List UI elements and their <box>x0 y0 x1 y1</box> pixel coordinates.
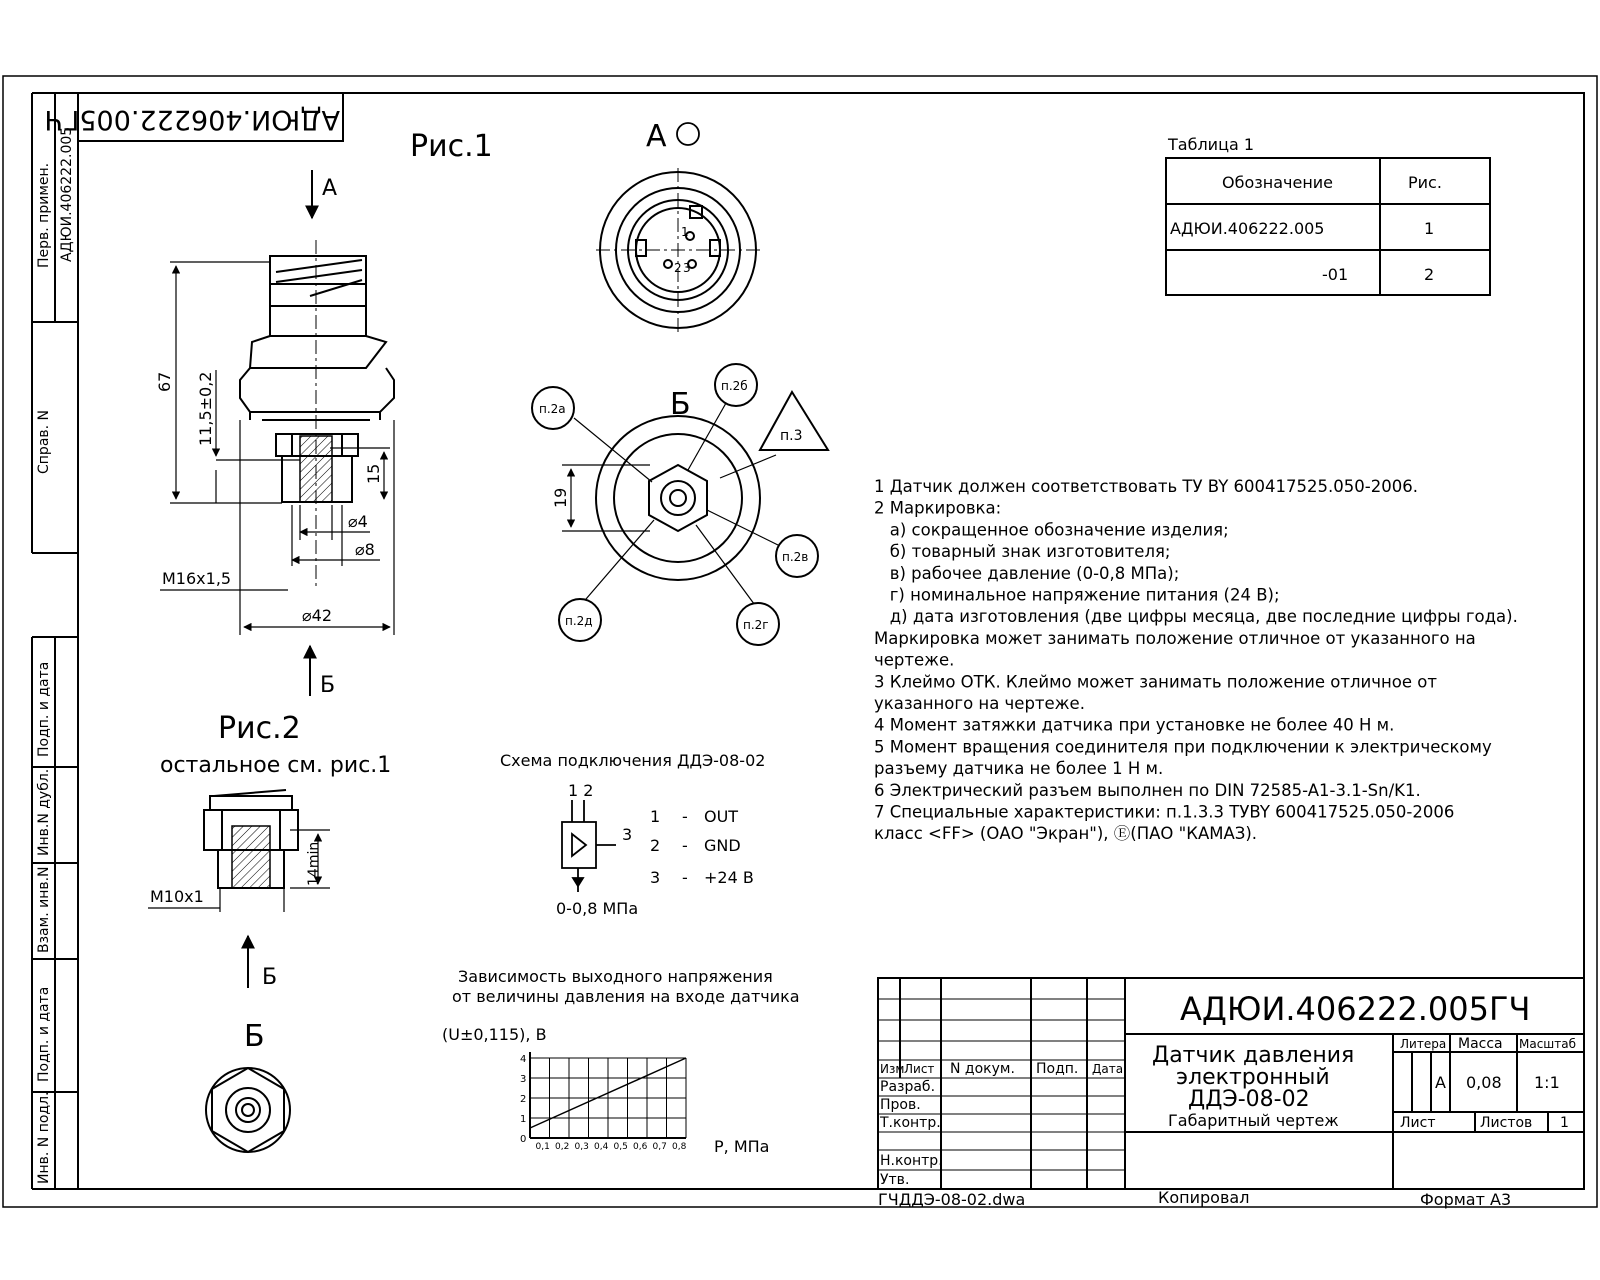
fig2-thread-hatch <box>232 826 270 888</box>
tb-massa: Масса <box>1458 1036 1503 1052</box>
svg-text:п.2г: п.2г <box>743 618 769 632</box>
chart-x-tick-label: 0,7 <box>652 1142 667 1152</box>
tb-name-2: электронный <box>1176 1065 1330 1090</box>
tb-scale-value: 1:1 <box>1534 1073 1560 1092</box>
tb-mass-value: 0,08 <box>1466 1073 1502 1092</box>
scheme-row-1-dash: - <box>682 807 688 826</box>
svg-text:п.2д: п.2д <box>565 614 593 628</box>
fig1-dim-d8: ⌀8 <box>355 540 375 559</box>
chart-x-tick-label: 0,3 <box>574 1142 589 1152</box>
table1-title: Таблица 1 <box>1168 135 1255 154</box>
view-b-dim-19: 19 <box>551 487 570 508</box>
tb-col-podp: Подп. <box>1036 1061 1079 1077</box>
fig1-dim-67: 67 <box>155 371 174 392</box>
view-b-triangle-mark <box>760 392 828 450</box>
view-b-callout-2d <box>559 599 601 641</box>
chart-y-tick-label: 1 <box>520 1114 527 1125</box>
note-line: в) рабочее давление (0-0,8 МПа); <box>874 563 1180 583</box>
note-line: указанного на чертеже. <box>874 694 1085 713</box>
note-line: 1 Датчик должен соответствовать ТУ BY 600417525.050-2006. <box>874 477 1418 496</box>
scheme-pin-list <box>650 807 754 887</box>
note-line: разъему датчика не более 1 Н м. <box>874 759 1164 779</box>
technical-notes <box>874 477 1518 843</box>
side-podp-data-2: Подп. и дата <box>36 986 52 1082</box>
side-perv-primen-value: АДЮИ.406222.005 <box>59 126 75 262</box>
fig2-view-b-label: Б <box>262 965 278 990</box>
note-line: 4 Момент затяжки датчика при установке не более 40 Н м. <box>874 715 1395 735</box>
fig1-dim-11-5: 11,5±0,2 <box>196 371 215 446</box>
footer-file: ГЧДДЭ-08-02.dwa <box>878 1190 1026 1209</box>
note-line: 7 Специальные характеристики: п.1.3.3 ТУBY 600417525.050-2006 <box>874 802 1455 822</box>
chart-ylabel: (U±0,115), В <box>442 1025 547 1044</box>
chart-subtitle: от величины давления на входе датчика <box>452 987 800 1006</box>
tb-utv: Утв. <box>880 1172 910 1188</box>
tb-col-data: Дата <box>1092 1062 1124 1076</box>
chart-x-tick-label: 0,4 <box>594 1142 609 1152</box>
table1-head-designation: Обозначение <box>1222 173 1334 192</box>
scheme-row-3-dash: - <box>682 868 688 887</box>
svg-text:п.2б: п.2б <box>721 379 748 393</box>
scheme-row-2-n: 2 <box>650 836 661 855</box>
view-a-pin3: 3 <box>683 261 691 275</box>
fig2-dim-14: 14min <box>306 841 322 886</box>
scheme-row-3-v: +24 В <box>704 868 754 887</box>
tb-prov: Пров. <box>880 1097 921 1113</box>
scheme-pins-top: 1 2 <box>568 781 594 800</box>
side-vzam-inv: Взам. инв.N <box>36 866 52 953</box>
view-b-label: Б <box>670 387 691 422</box>
scheme-title: Схема подключения ДДЭ-08-02 <box>500 751 766 770</box>
note-line: Маркировка может занимать положение отличное от указанного на <box>874 628 1476 648</box>
fig1-view-b-label: Б <box>320 673 336 698</box>
tb-listov: Листов <box>1480 1115 1533 1131</box>
note-line: 2 Маркировка: <box>874 498 1002 518</box>
tb-col-ndok: N докум. <box>950 1061 1015 1077</box>
table1-row2-designation: -01 <box>1322 265 1349 284</box>
chart-title: Зависимость выходного напряжения <box>458 967 773 986</box>
note-line: 6 Электрический разъем выполнен по DIN 72585-A1-3.1-Sn/K1. <box>874 780 1421 800</box>
table1-row1-fig: 1 <box>1424 219 1435 238</box>
chart-xlabel: Р, МПа <box>714 1137 770 1156</box>
chart-y-tick-label: 4 <box>520 1054 527 1065</box>
fig2-title: Рис.2 <box>218 711 301 746</box>
scheme-row-1-v: OUT <box>704 807 739 826</box>
tb-litera: Литера <box>1400 1037 1447 1051</box>
chart-x-tick-label: 0,6 <box>633 1142 648 1152</box>
chart-y-tick-label: 3 <box>520 1074 527 1085</box>
table1-row1-designation: АДЮИ.406222.005 <box>1170 219 1325 238</box>
tb-name-1: Датчик давления <box>1152 1043 1355 1068</box>
svg-text:п.2а: п.2а <box>539 402 566 416</box>
view-a-label: А <box>646 119 667 154</box>
sensor-view-b <box>596 416 760 580</box>
tb-nkontr: Н.контр. <box>880 1153 943 1169</box>
scheme-pin3: 3 <box>622 825 633 844</box>
tb-tkontr: Т.контр. <box>880 1115 941 1131</box>
fig2-view-b2-label: Б <box>244 1019 265 1054</box>
tb-name-3: ДДЭ-08-02 <box>1188 1087 1310 1112</box>
table1-head-fig: Рис. <box>1408 173 1442 192</box>
view-a-pin1: 1 <box>681 225 689 239</box>
fig2-view-b-drawing <box>206 1068 290 1152</box>
chart-x-tick-label: 0,2 <box>555 1142 570 1152</box>
table1-row2-fig: 2 <box>1424 265 1435 284</box>
chart-y-tick-label: 0 <box>520 1134 527 1145</box>
fig1-dim-d4: ⌀4 <box>348 512 368 531</box>
tb-name-4: Габаритный чертеж <box>1168 1111 1339 1130</box>
chart-x-tick-label: 0,8 <box>672 1142 687 1152</box>
chart-x-tick-label: 0,5 <box>613 1142 628 1152</box>
note-line: б) товарный знак изготовителя; <box>874 542 1171 562</box>
fig1-dim-d42: ⌀42 <box>302 606 332 625</box>
tb-col-list: Лист <box>904 1062 935 1076</box>
note-line: а) сокращенное обозначение изделия; <box>874 520 1229 540</box>
note-line: 3 Клеймо ОТК. Клеймо может занимать положение отличное от <box>874 672 1437 692</box>
tb-masshtab: Масштаб <box>1519 1037 1577 1051</box>
side-perv-primen-label: Перв. примен. <box>36 162 52 268</box>
side-podp-data-1: Подп. и дата <box>36 661 52 757</box>
scheme-symbol <box>562 800 616 892</box>
fig1-title: Рис.1 <box>410 129 493 164</box>
note-line: г) номинальное напряжение питания (24 В); <box>874 585 1280 605</box>
tb-code: АДЮИ.406222.005ГЧ <box>1180 990 1531 1028</box>
fig2-subtitle: остальное см. рис.1 <box>160 753 392 778</box>
fig1-view-a-label: А <box>322 176 338 201</box>
scheme-pressure: 0-0,8 МПа <box>556 899 639 918</box>
view-b-callout-2a <box>532 387 574 429</box>
note-line: класс <FF> (ОАО "Экран"), Ⓔ(ПАО "КАМАЗ). <box>874 824 1258 844</box>
footer-kopiroval: Копировал <box>1158 1188 1250 1207</box>
output-voltage-chart <box>520 1052 687 1152</box>
side-sprav-label: Справ. N <box>36 409 52 474</box>
scheme-row-1-n: 1 <box>650 807 661 826</box>
scheme-row-2-dash: - <box>682 836 688 855</box>
svg-text:п.2в: п.2в <box>782 550 809 564</box>
chart-x-tick-label: 0,1 <box>535 1142 550 1152</box>
tb-col-izm: Изм <box>880 1062 905 1076</box>
scheme-row-3-n: 3 <box>650 868 661 887</box>
chart-y-tick-label: 2 <box>520 1094 527 1105</box>
view-b-callout-2v <box>776 535 818 577</box>
view-b-callout-2g <box>737 603 779 645</box>
rotated-code: АДЮИ.406222.005ГЧ <box>44 104 340 135</box>
tb-lit-value: А <box>1435 1073 1446 1092</box>
tb-razrab: Разраб. <box>880 1079 936 1095</box>
note-line: 5 Момент вращения соединителя при подключении к электрическому <box>874 737 1492 757</box>
scheme-row-2-v: GND <box>704 836 741 855</box>
side-inv-podl: Инв. N подл. <box>36 1091 52 1184</box>
svg-text:п.3: п.3 <box>780 428 803 444</box>
fig2-thread: M10x1 <box>150 887 204 906</box>
view-a-pin2: 2 <box>674 261 682 275</box>
view-b-callout-2b <box>715 364 757 406</box>
view-a-rotation-icon <box>677 123 699 145</box>
fig1-thread: M16x1,5 <box>162 569 232 588</box>
fig1-dim-15: 15 <box>364 463 383 484</box>
footer-format: Формат А3 <box>1420 1190 1512 1209</box>
side-inv-dubl: Инв.N дубл. <box>36 768 52 856</box>
tb-list: Лист <box>1400 1115 1436 1131</box>
tb-listov-value: 1 <box>1560 1115 1569 1131</box>
note-line: чертеже. <box>874 650 955 670</box>
note-line: д) дата изготовления (две цифры месяца, две последние цифры года). <box>874 607 1518 627</box>
